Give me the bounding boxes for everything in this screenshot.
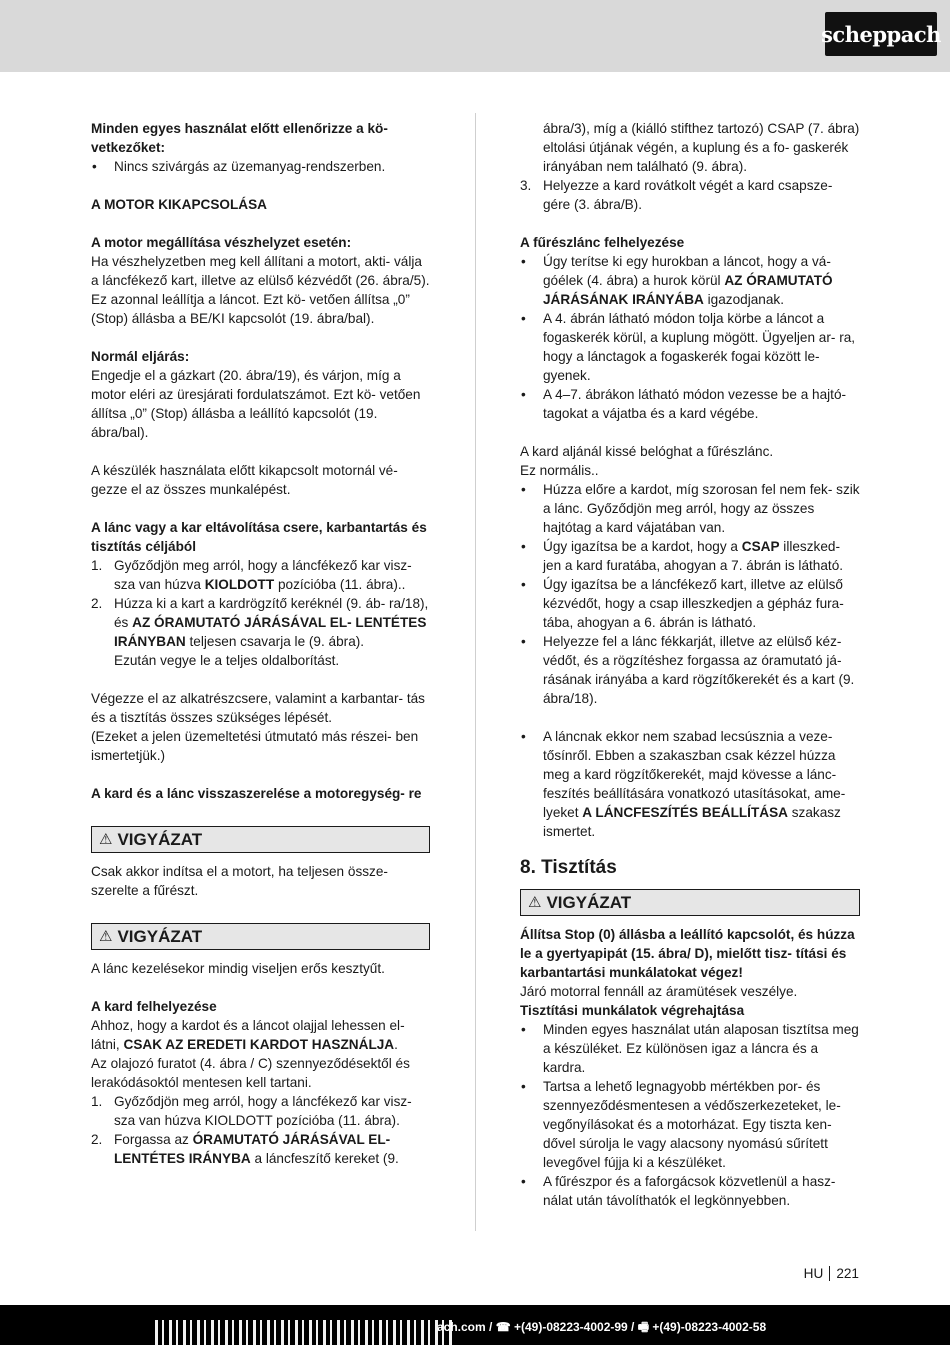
emergency-heading: A motor megállítása vészhelyzet esetén: <box>91 235 352 250</box>
precheck-heading: Minden egyes használat előtt ellenőrizze a kö- vetkezőket: <box>91 121 388 155</box>
bar-text: Ahhoz, hogy a kardot és a láncot olajjal lehessen el- látni, CSAK AZ EREDETI KARDOT HASZNÁLJA. <box>91 1018 405 1052</box>
warning-text: A lánc kezelésekor mindig viseljen erős kesztyűt. <box>91 961 385 976</box>
warning-box: ⚠ VIGYÁZAT <box>91 923 430 950</box>
page-header <box>0 0 950 72</box>
list-item: 2. Forgassa az ÓRAMUTATÓ JÁRÁSÁVAL EL- LENTÉTES IRÁNYBA a láncfeszítő kereket (9. <box>91 1132 399 1166</box>
list-item: 1. Győződjön meg arról, hogy a láncfékező kar visz- sza van húzva KIOLDOTT pozícióba (11. ábra).. <box>91 558 412 592</box>
separator <box>829 1266 830 1281</box>
list-item: • Minden egyes használat után alaposan tisztítsa meg a készüléket. Ez különösen igaz a láncra és a kardra. <box>521 1022 859 1075</box>
continued-text: ábra/3), míg a (kiálló stifthez tartozó) CSAP (7. ábra) eltolási útjának végén, a kuplung és a fo- gaskerék irányában nem található (9. ábra). <box>543 121 860 174</box>
page-footer <box>0 1305 950 1345</box>
list-item: • Úgy terítse ki egy hurokban a láncot, hogy a vá- góélek (4. ábra) a hurok körül AZ ÓRAMUTATÓ JÁRÁSÁNAK IRÁNYÁBA igazodjanak. <box>521 254 833 307</box>
warning-icon: ⚠ <box>99 927 113 945</box>
before-text: A készülék használata előtt kikapcsolt motornál vé- gezze el az összes munkalépést. <box>91 463 398 497</box>
list-item: • Nincs szivárgás az üzemanyag-rendszerben. <box>92 159 386 174</box>
list-item: • Tartsa a lehető legnagyobb mértékben por- és szennyeződésmentesen a védőszerkezeteket, le- vegőnyílásokat és a motorházat. Egy tiszta ken- dővel súrolja le vagy alacsony nyomású sűrített levegővel fújja ki a készüléket. <box>521 1079 841 1170</box>
emergency-text: Ha vészhelyzetben meg kell állítani a motort, akti- válja a láncfékező kart, illetve az elülső kézvédőt (26. ábra/5). Ez azonnal leállítja a láncot. Ezt kö- vetően állítsa „0” (Stop) állásba a BE/KI kapcsolót (19. ábra/bal). <box>91 254 430 326</box>
list-item: • Úgy igazítsa be a kardot, hogy a CSAP illeszked- jen a kard furatába, ahogyan a 7. ábrán is látható. <box>521 539 844 573</box>
language-code: HU <box>803 1266 824 1281</box>
list-item: • Húzza előre a kardot, míg szorosan fel nem fek- szik a lánc. Győződjön meg arról, hogy az összes hajtótag a kard vájatában van. <box>521 482 860 535</box>
list-item: • Úgy igazítsa be a láncfékező kart, illetve az elülső kézvédőt, hogy a csap illeszkedjen a gépház fura- tába, ahogyan a 6. ábrán is látható. <box>521 577 844 630</box>
list-item: 2. Húzza ki a kart a kardrögzítő keréknél (9. áb- ra/18), és AZ ÓRAMUTATÓ JÁRÁSÁVAL EL- LENTÉTES IRÁNYBAN teljesen csavarja le (9. ábra). Ezután vegye le a teljes oldalborítást. <box>91 596 429 668</box>
warning-box: ⚠ VIGYÁZAT <box>520 889 860 916</box>
warning-text: Csak akkor indítsa el a motort, ha teljesen össze- szerelte a fűrészt. <box>91 864 388 898</box>
list-item: • A fűrészpor és a faforgácsok közvetlenül a hasz- nálat után távolíthatók el legkönnyebben. <box>521 1174 836 1208</box>
warning-bold-text: Állítsa Stop (0) állásba a leállító kapcsolót, és húzza le a gyertyapipát (15. ábra/ D), mielőtt tisz- títási és karbantartási munkálatokat végez! <box>520 927 855 980</box>
remove-heading: A lánc vagy a kar eltávolítása csere, karbantartás és tisztítás céljából <box>91 520 427 554</box>
page-number-value: 221 <box>836 1266 859 1281</box>
footer-barcode <box>155 1320 455 1345</box>
normal-heading: Normál eljárás: <box>91 349 190 364</box>
list-item: 1. Győződjön meg arról, hogy a láncfékező kar visz- sza van húzva KIOLDOTT pozícióba (11. ábra). <box>91 1094 412 1128</box>
list-item: • Helyezze fel a lánc fékkarját, illetve az elülső kéz- védőt, és a rögzítéshez forgassa az óramutató já- rásának irányába a kard rögzítőkerekét és a kart (9. ábra/18). <box>521 634 855 706</box>
normal-note: Ez normális.. <box>520 463 599 478</box>
page-number <box>804 1266 859 1281</box>
list-item: • A 4. ábrán látható módon tolja körbe a láncot a fogaskerék körül, a kuplung mögött. Ügyeljen ar- ra, hogy a lánctagok a fogaskerék fogai között le- gyenek. <box>521 311 856 383</box>
replace-note: (Ezeket a jelen üzemeltetési útmutató más részei- ben ismertetjük.) <box>91 729 419 763</box>
cleaning-heading: Tisztítási munkálatok végrehajtása <box>520 1003 745 1018</box>
list-item: • A láncnak ekkor nem szabad lecsúsznia a veze- tősínről. Ebben a szakaszban csak kézzel húzza meg a kard rögzítőkerekét, majd kövesse a lánc- feszítés beállítására vonatkozó utasításokat, ame- lyeket A LÁNCFESZÍTÉS BEÁLLÍTÁSA szakasz ismertet. <box>521 729 846 839</box>
warning-icon: ⚠ <box>528 893 542 911</box>
motor-off-heading: A MOTOR KIKAPCSOLÁSA <box>91 197 267 212</box>
right-column <box>520 119 860 1210</box>
list-item: • A 4–7. ábrákon látható módon vezesse be a hajtó- tagokat a vájatba és a kard végébe. <box>521 387 847 421</box>
normal-text: Engedje el a gázkart (20. ábra/19), és várjon, míg a motor eléri az üresjárati fordulatszámot. Ezt kö- vetően állítsa „0” (Stop) állásba a leállító kapcsolót (19. ábra/bal). <box>91 368 421 440</box>
section-title-cleaning: 8. Tisztítás <box>520 857 617 878</box>
sag-text: A kard aljánál kissé belóghat a fűrészlánc. <box>520 444 774 459</box>
column-divider <box>475 113 476 1231</box>
warning-icon: ⚠ <box>99 830 113 848</box>
reinstall-heading: A kard és a lánc visszaszerelése a motoregység- re <box>91 786 422 801</box>
left-column <box>91 119 430 1168</box>
brand-logo: scheppach <box>825 12 937 56</box>
footer-contact: ach.com / ☎ +(49)-08223-4002-99 / 🖷 +(49)-08223-4002-58 <box>437 1320 767 1334</box>
bar-text-2: Az olajozó furatot (4. ábra / C) szennyeződésektől és lerakódásoktól mentesen kell tartani. <box>91 1056 410 1090</box>
list-item: 3. Helyezze a kard rovátkolt végét a kard csapsze- gére (3. ábra/B). <box>520 178 833 212</box>
chain-heading: A fűrészlánc felhelyezése <box>520 235 685 250</box>
replace-text: Végezze el az alkatrészcsere, valamint a karbantar- tás és a tisztítás összes szükséges lépését. <box>91 691 425 725</box>
warning-box: ⚠ VIGYÁZAT <box>91 826 430 853</box>
warning-text: Járó motorral fennáll az áramütések veszélye. <box>520 984 798 999</box>
bar-heading: A kard felhelyezése <box>91 999 217 1014</box>
